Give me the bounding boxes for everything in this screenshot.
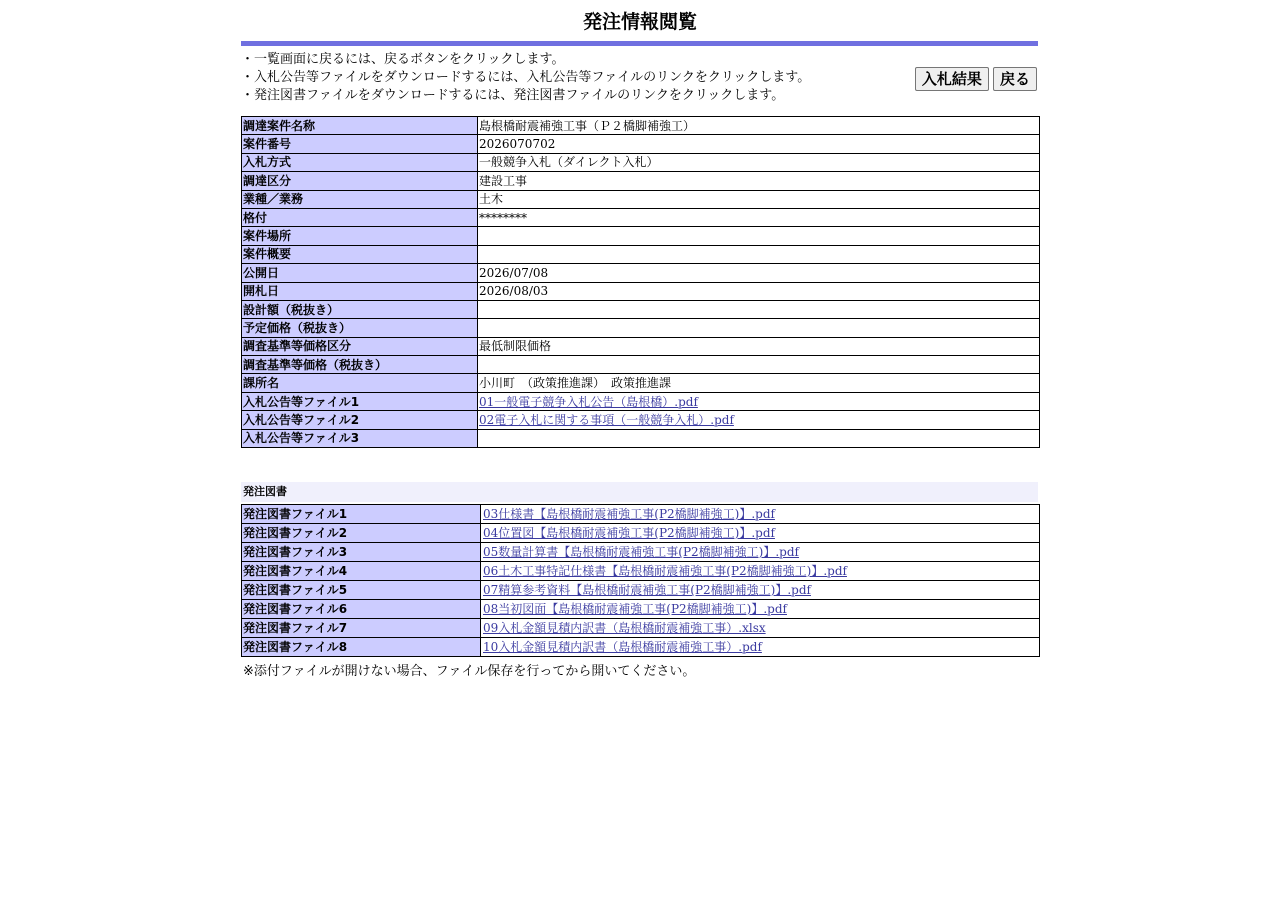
row-value: 2026/07/08 [479, 265, 549, 280]
page-container [241, 0, 1039, 679]
row-value-cell [478, 300, 1040, 318]
instructions [241, 46, 1039, 116]
notice-file-row [242, 411, 1040, 429]
order-doc-link[interactable]: 10入札金額見積内訳書（島根橋耐震補強工事）.pdf [483, 640, 762, 655]
row-label: 入札公告等ファイル2 [242, 411, 478, 429]
notice-file-link[interactable]: 02電子入札に関する事項（一般競争入札）.pdf [479, 412, 734, 427]
order-doc-row [242, 524, 1040, 543]
row-value-cell [478, 282, 1040, 300]
order-doc-link[interactable]: 09入札金額見積内訳書（島根橋耐震補強工事）.xlsx [483, 621, 766, 636]
attachment-footnote: ※添付ファイルが開けない場合、ファイル保存を行ってから開いてください。 [243, 664, 696, 680]
order-doc-row [242, 543, 1040, 562]
page-title: 発注情報閲覧 [582, 11, 697, 33]
row-label: 開札日 [242, 282, 478, 300]
row-label: 設計額（税抜き） [242, 300, 478, 318]
row-value-cell [478, 374, 1040, 392]
info-row [242, 172, 1040, 190]
row-value-cell [481, 505, 1040, 524]
back-button[interactable]: 戻る [993, 67, 1037, 91]
row-value-cell [478, 172, 1040, 190]
row-value-cell [478, 227, 1040, 245]
row-label: 調達区分 [242, 172, 478, 190]
row-value-cell [478, 135, 1040, 153]
instruction-notice-download: ・入札公告等ファイルをダウンロードするには、入札公告等ファイルのリンクをクリックします。 [241, 70, 811, 85]
notice-file-row [242, 392, 1040, 410]
row-value: 一般競争入札（ダイレクト入札） [479, 155, 659, 170]
row-value: ******** [479, 210, 527, 225]
row-label: 公開日 [242, 264, 478, 282]
row-label: 入札公告等ファイル1 [242, 392, 478, 410]
row-value-cell [478, 337, 1040, 355]
row-label: 調達案件名称 [242, 117, 478, 135]
row-value-cell [481, 524, 1040, 543]
row-value: 最低制限価格 [479, 339, 552, 354]
row-value-cell [478, 117, 1040, 135]
row-label: 格付 [242, 208, 478, 226]
row-label: 発注図書ファイル5 [242, 581, 481, 600]
row-value-cell [478, 208, 1040, 226]
info-row [242, 135, 1040, 153]
instruction-docs-download: ・発注図書ファイルをダウンロードするには、発注図書ファイルのリンクをクリックします。 [241, 88, 785, 103]
info-row [242, 374, 1040, 392]
row-value-cell [481, 600, 1040, 619]
row-value-cell [478, 153, 1040, 171]
order-doc-row [242, 562, 1040, 581]
info-row [242, 117, 1040, 135]
order-doc-row [242, 505, 1040, 524]
row-value-cell [481, 638, 1040, 657]
row-label: 案件場所 [242, 227, 478, 245]
row-label: 発注図書ファイル4 [242, 562, 481, 581]
row-value-cell [481, 619, 1040, 638]
order-doc-row [242, 600, 1040, 619]
row-label: 入札公告等ファイル3 [242, 429, 478, 447]
info-row [242, 319, 1040, 337]
info-row [242, 264, 1040, 282]
row-value-cell [478, 356, 1040, 374]
row-label: 発注図書ファイル2 [242, 524, 481, 543]
order-doc-link[interactable]: 04位置図【島根橋耐震補強工事(P2橋脚補強工)】.pdf [483, 526, 775, 541]
order-doc-link[interactable]: 06土木工事特記仕様書【島根橋耐震補強工事(P2橋脚補強工)】.pdf [483, 564, 847, 579]
row-label: 業種／業務 [242, 190, 478, 208]
order-doc-link[interactable]: 03仕様書【島根橋耐震補強工事(P2橋脚補強工)】.pdf [483, 507, 775, 522]
action-buttons [915, 67, 1037, 91]
row-value-cell [478, 429, 1040, 447]
row-label: 課所名 [242, 374, 478, 392]
row-label: 発注図書ファイル3 [242, 543, 481, 562]
info-row [242, 208, 1040, 226]
row-value-cell [478, 264, 1040, 282]
row-value-cell [481, 581, 1040, 600]
row-value-cell [478, 245, 1040, 263]
info-row [242, 190, 1040, 208]
order-doc-link[interactable]: 07精算参考資料【島根橋耐震補強工事(P2橋脚補強工)】.pdf [483, 583, 811, 598]
order-info-table [241, 116, 1040, 448]
row-label: 調査基準等価格区分 [242, 337, 478, 355]
row-label: 案件概要 [242, 245, 478, 263]
order-doc-link[interactable]: 05数量計算書【島根橋耐震補強工事(P2橋脚補強工)】.pdf [483, 545, 799, 560]
row-label: 予定価格（税抜き） [242, 319, 478, 337]
row-value-cell [481, 543, 1040, 562]
row-value: 土木 [479, 192, 504, 207]
instruction-back: ・一覧画面に戻るには、戻るボタンをクリックします。 [241, 52, 565, 67]
info-row [242, 300, 1040, 318]
row-value: 2026/08/03 [479, 284, 549, 299]
info-row [242, 356, 1040, 374]
row-label: 調査基準等価格（税抜き） [242, 356, 478, 374]
row-label: 入札方式 [242, 153, 478, 171]
order-doc-link[interactable]: 08当初図面【島根橋耐震補強工事(P2橋脚補強工)】.pdf [483, 602, 787, 617]
info-row [242, 282, 1040, 300]
notice-file-link[interactable]: 01一般電子競争入札公告（島根橋）.pdf [479, 394, 698, 409]
order-doc-row [242, 619, 1040, 638]
row-label: 発注図書ファイル1 [242, 505, 481, 524]
row-value: 小川町 （政策推進課） 政策推進課 [479, 376, 672, 391]
row-label: 発注図書ファイル8 [242, 638, 481, 657]
row-label: 案件番号 [242, 135, 478, 153]
row-label: 発注図書ファイル7 [242, 619, 481, 638]
row-value-cell [478, 319, 1040, 337]
row-value: 2026070702 [479, 137, 556, 152]
row-value-cell [478, 190, 1040, 208]
info-row [242, 245, 1040, 263]
row-value: 建設工事 [479, 173, 528, 188]
info-row [242, 227, 1040, 245]
row-value-cell [481, 562, 1040, 581]
order-docs-section-title: 発注図書 [241, 482, 1038, 502]
order-doc-row [242, 638, 1040, 657]
row-label: 発注図書ファイル6 [242, 600, 481, 619]
info-row [242, 337, 1040, 355]
row-value: 島根橋耐震補強工事（Ｐ２橋脚補強工） [479, 118, 696, 133]
order-docs-table [241, 504, 1040, 657]
info-row [242, 153, 1040, 171]
bid-results-button[interactable]: 入札結果 [915, 67, 989, 91]
row-value-cell [478, 392, 1040, 410]
notice-file-row [242, 429, 1040, 447]
order-doc-row [242, 581, 1040, 600]
row-value-cell [478, 411, 1040, 429]
